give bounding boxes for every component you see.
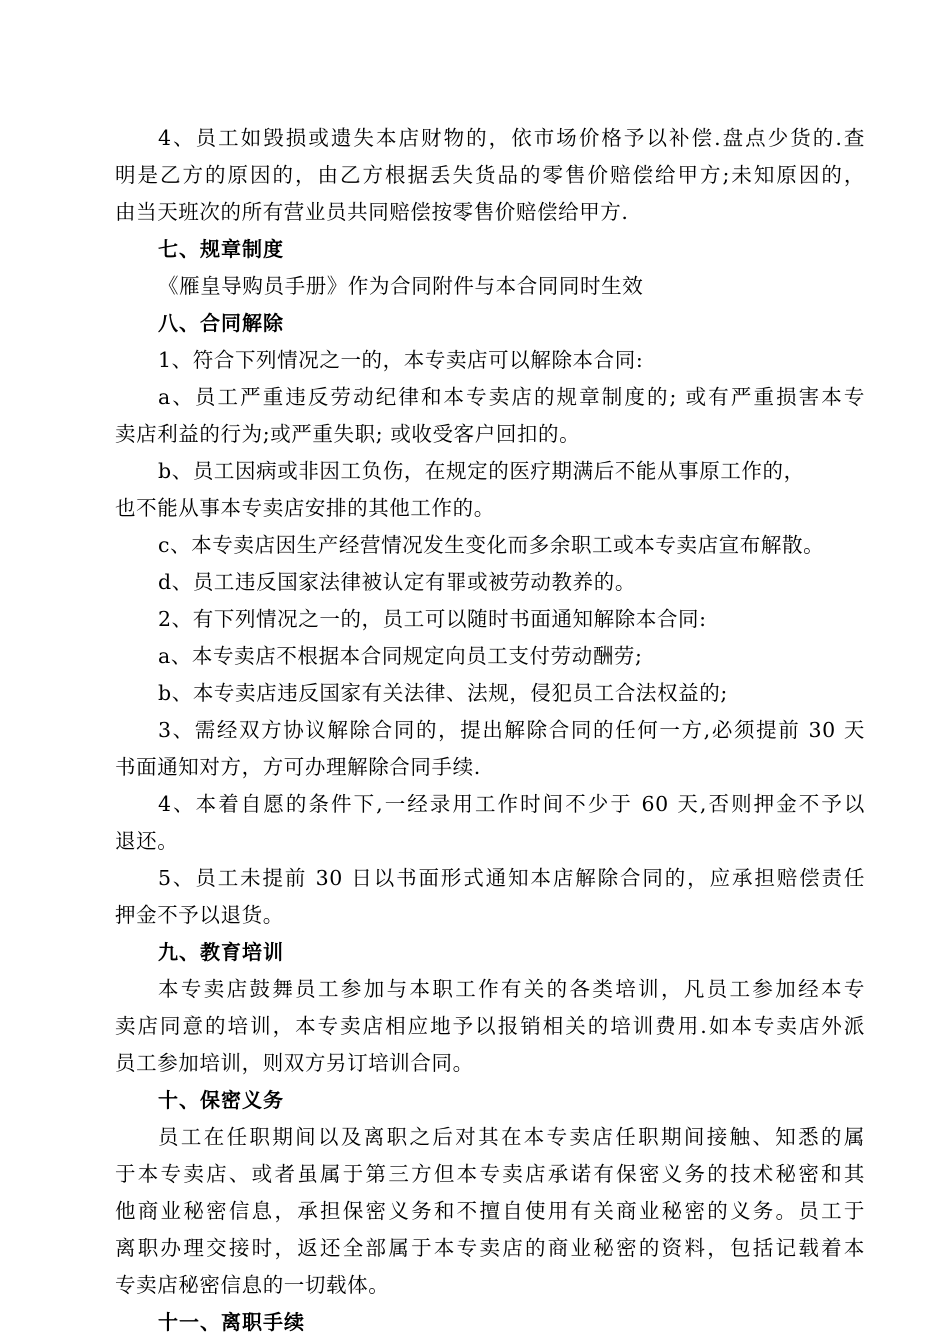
paragraph-line: 书面通知对方，方可办理解除合同手续. (115, 755, 481, 779)
paragraph-line: 于本专卖店、或者虽属于第三方但本专卖店承诺有保密义务的技术秘密和其 (115, 1162, 865, 1186)
paragraph-line: a、本专卖店不根据本合同规定向员工支付劳动酬劳; (158, 644, 643, 668)
paragraph-line: 押金不予以退货。 (115, 903, 284, 927)
paragraph-line: 明是乙方的原因的，由乙方根据丢失货品的零售价赔偿给甲方;未知原因的， (115, 163, 865, 187)
paragraph-line: c、本专卖店因生产经营情况发生变化而多余职工或本专卖店宣布解散。 (158, 533, 825, 557)
paragraph-line: b、员工因病或非因工负伤，在规定的医疗期满后不能从事原工作的， (158, 459, 805, 483)
paragraph-line: 卖店同意的培训，本专卖店相应地予以报销相关的培训费用.如本专卖店外派 (115, 1014, 865, 1038)
paragraph-line: 4、本着自愿的条件下,一经录用工作时间不少于 60 天,否则押金不予以 (158, 792, 865, 816)
paragraph-line: 也不能从事本专卖店安排的其他工作的。 (115, 496, 495, 520)
paragraph-line: 3、需经双方协议解除合同的，提出解除合同的任何一方,必须提前 30 天 (158, 718, 865, 742)
paragraph-line: 卖店利益的行为;或严重失职; 或收受客户回扣的。 (115, 422, 581, 446)
paragraph-line: 他商业秘密信息，承担保密义务和不擅自使用有关商业秘密的义务。员工于 (115, 1199, 865, 1223)
paragraph-line: 员工在任职期间以及离职之后对其在本专卖店任职期间接触、知悉的属 (158, 1125, 865, 1149)
paragraph-line: 4、员工如毁损或遗失本店财物的，依市场价格予以补偿.盘点少货的.查 (158, 126, 865, 150)
paragraph-line: 由当天班次的所有营业员共同赔偿按零售价赔偿给甲方. (115, 200, 629, 224)
paragraph-line: b、本专卖店违反国家有关法律、法规，侵犯员工合法权益的; (158, 681, 728, 705)
section-heading: 十一、离职手续 (158, 1310, 305, 1334)
paragraph-line: d、员工违反国家法律被认定有罪或被劳动教养的。 (158, 570, 636, 594)
paragraph-line: 《雁皇导购员手册》作为合同附件与本合同同时生效 (158, 274, 644, 298)
paragraph-line: 5、员工未提前 30 日以书面形式通知本店解除合同的，应承担赔偿责任 (158, 866, 865, 890)
paragraph-line: a、员工严重违反劳动纪律和本专卖店的规章制度的; 或有严重损害本专 (158, 385, 865, 409)
paragraph-line: 本专卖店鼓舞员工参加与本职工作有关的各类培训，凡员工参加经本专 (158, 977, 865, 1001)
document-page (115, 120, 865, 1341)
section-heading: 九、教育培训 (158, 940, 284, 964)
paragraph-line: 退还。 (115, 829, 179, 853)
paragraph-line: 专卖店秘密信息的一切载体。 (115, 1273, 390, 1297)
section-heading: 七、规章制度 (158, 237, 284, 261)
paragraph-line: 员工参加培训，则双方另订培训合同。 (115, 1051, 474, 1075)
section-heading: 十、保密义务 (158, 1088, 284, 1112)
paragraph-line: 2、有下列情况之一的，员工可以随时书面通知解除本合同: (158, 607, 707, 631)
paragraph-line: 1、符合下列情况之一的，本专卖店可以解除本合同: (158, 348, 644, 372)
section-heading: 八、合同解除 (158, 311, 284, 335)
paragraph-line: 离职办理交接时，返还全部属于本专卖店的商业秘密的资料，包括记载着本 (115, 1236, 865, 1260)
